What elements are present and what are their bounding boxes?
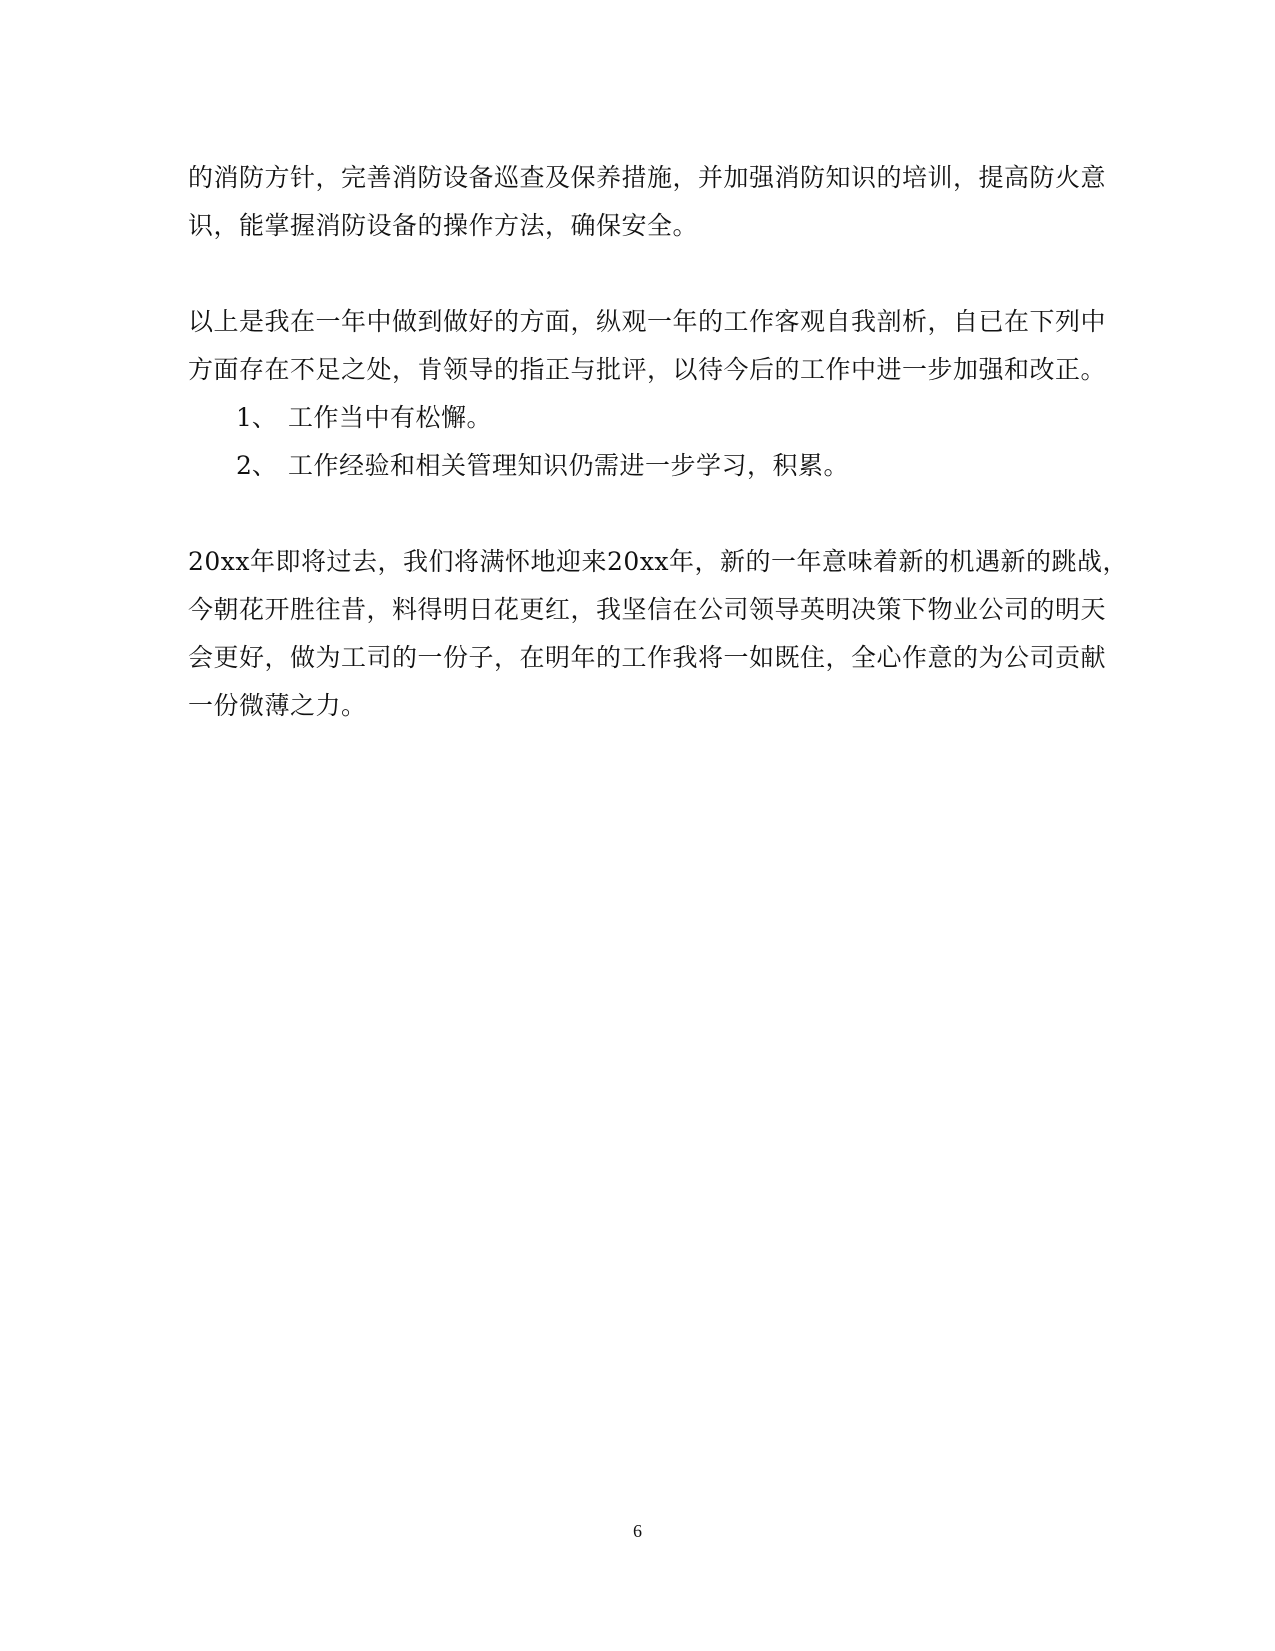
paragraph3-line-4: 一份微薄之力。: [188, 691, 367, 720]
paragraph2-line-2: 方面存在不足之处，肯领导的指正与批评，以待今后的工作中进一步加强和改正。: [188, 355, 1107, 384]
paragraph1-line-2: 识，能掌握消防设备的操作方法，确保安全。: [188, 211, 699, 240]
list-item-1-number: 1、: [236, 403, 277, 432]
paragraph2-line-1: 以上是我在一年中做到做好的方面，纵观一年的工作客观自我剖析，自已在下列中: [188, 307, 1107, 336]
page-number: 6: [633, 1521, 642, 1541]
paragraph1-line-1: 的消防方针，完善消防设备巡查及保养措施，并加强消防知识的培训，提高防火意: [188, 163, 1107, 192]
paragraph3-line-2: 今朝花开胜往昔，料得明日花更红，我坚信在公司领导英明决策下物业公司的明天: [188, 595, 1107, 624]
paragraph3-line-1: 20xx年即将过去，我们将满怀地迎来20xx年，新的一年意味着新的机遇新的跳战，: [188, 547, 1129, 576]
paragraph3-line-3: 会更好，做为工司的一份子，在明年的工作我将一如既住，全心作意的为公司贡献: [188, 643, 1107, 672]
list-item-2-number: 2、: [236, 451, 277, 480]
list-item-2-text: 工作经验和相关管理知识仍需进一步学习，积累。: [288, 451, 850, 480]
list-item-1-text: 工作当中有松懈。: [288, 403, 493, 432]
